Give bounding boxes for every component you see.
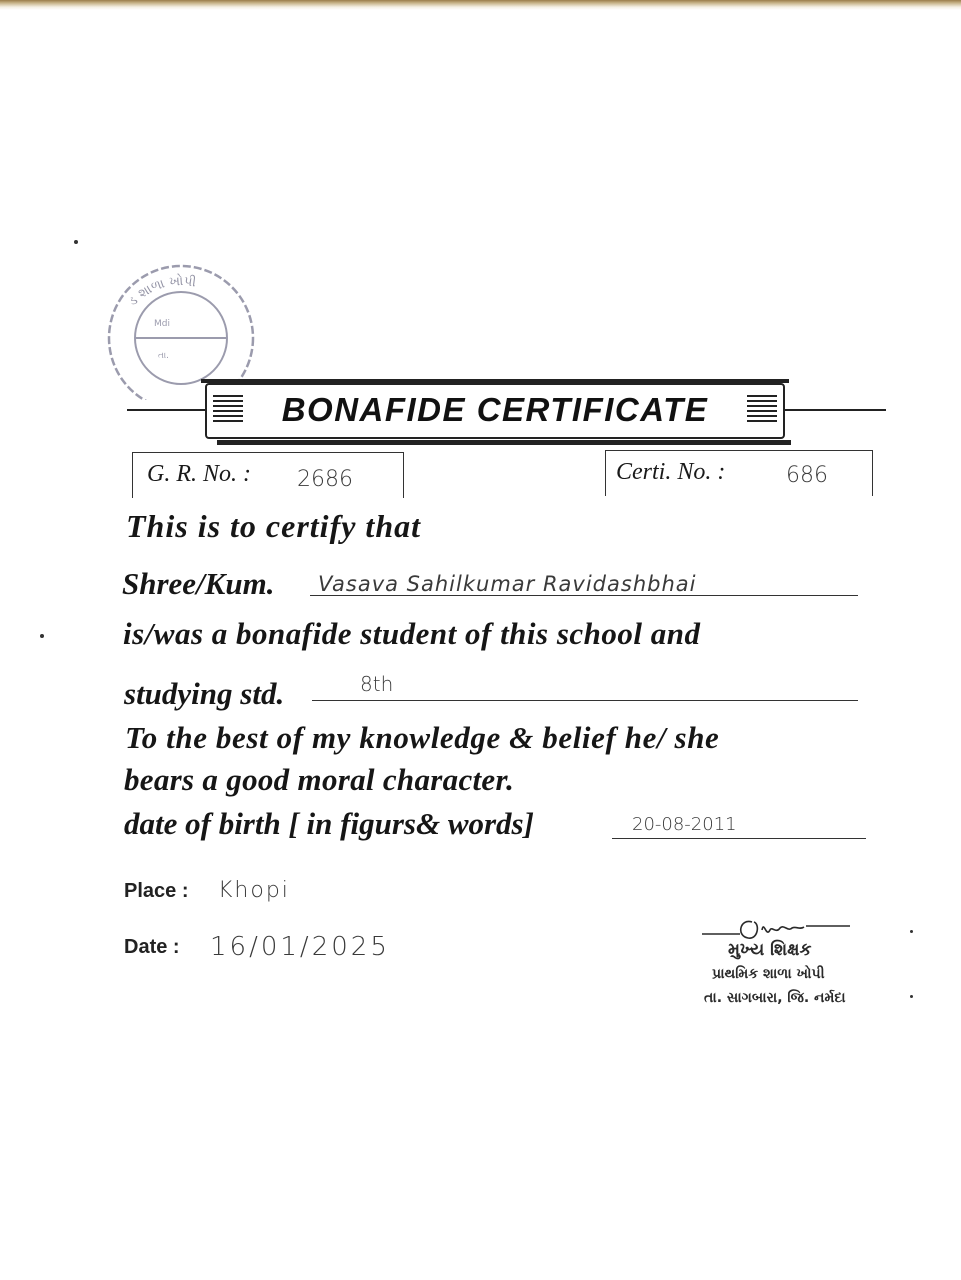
certificate-title: BONAFIDE CERTIFICATE — [281, 391, 709, 428]
svg-text:ડ શાળા ખોપી: ડ શાળા ખોપી — [125, 273, 197, 310]
svg-text:તા.: તા. — [158, 351, 170, 361]
place-label: Place : — [124, 880, 189, 902]
certificate-number-label: Certi. No. : — [616, 459, 726, 485]
gr-number-label: G. R. No. : — [147, 461, 251, 487]
student-name-value: Vasava Sahilkumar Ravidashbhai — [318, 572, 697, 596]
name-label: Shree/Kum. — [122, 566, 275, 601]
date-label: Date : — [124, 936, 180, 958]
svg-text:Mdi: Mdi — [154, 319, 170, 329]
std-underline — [312, 700, 858, 701]
certify-intro: This is to certify that — [126, 508, 421, 544]
school-name-stamp: પ્રાથમિક શાળા ખોપી — [712, 966, 825, 982]
title-banner — [205, 383, 785, 439]
bonafide-statement: is/was a bonafide student of this school and — [123, 616, 701, 651]
certificate-number-value: 686 — [786, 463, 828, 488]
head-teacher-title: મુખ્ય શિક્ષક — [728, 940, 812, 960]
knowledge-statement: To the best of my knowledge & belief he/ she — [125, 720, 720, 755]
dob-value: 20-08-2011 — [632, 814, 737, 835]
certificate-number-box — [605, 450, 873, 496]
date-value: 16/01/2025 — [210, 932, 390, 962]
std-value: 8th — [360, 672, 394, 696]
dob-label: date of birth [ in figurs& words] — [124, 806, 534, 841]
scan-speck — [40, 634, 44, 638]
std-label: studying std. — [124, 676, 285, 711]
scan-speck — [910, 930, 913, 933]
scan-top-edge — [0, 0, 961, 10]
dob-underline — [612, 838, 866, 839]
scan-speck — [74, 240, 78, 244]
taluka-district-stamp: તા. સાગબારા, જિ. નર્મદા — [704, 990, 846, 1006]
banner-rule-right — [783, 409, 886, 411]
place-value: Khopi — [218, 878, 290, 903]
gr-number-value: 2686 — [297, 467, 353, 492]
banner-rule-left — [127, 409, 207, 411]
scan-speck — [910, 995, 913, 998]
gr-number-box — [132, 452, 404, 498]
character-statement: bears a good moral character. — [124, 762, 515, 797]
